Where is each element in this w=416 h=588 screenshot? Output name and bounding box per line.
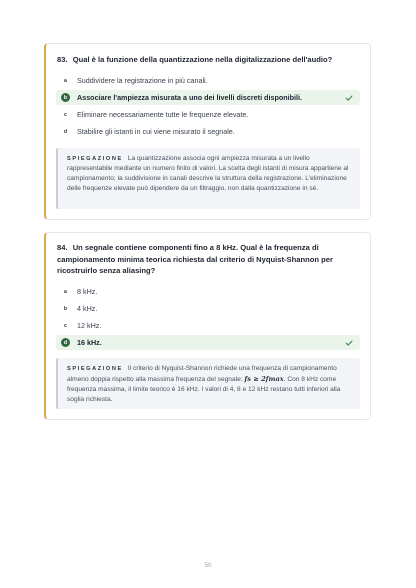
explanation-box	[56, 148, 360, 209]
question-card-84	[44, 232, 371, 420]
option-letter: b	[61, 93, 70, 102]
option-b-correct[interactable]	[56, 90, 360, 105]
option-text: 4 kHz.	[77, 304, 98, 313]
option-letter: b	[63, 305, 68, 312]
option-letter: c	[64, 111, 67, 118]
option-text: 12 kHz.	[77, 321, 102, 330]
option-c[interactable]	[56, 318, 360, 333]
question-number: 84.	[57, 243, 68, 252]
option-letter: d	[63, 128, 68, 135]
check-icon	[345, 90, 353, 105]
option-a[interactable]	[56, 284, 360, 299]
option-a[interactable]	[56, 73, 360, 88]
question-text: Qual è la funzione della quantizzazione nella digitalizzazione dell'audio?	[72, 55, 333, 64]
option-letter: c	[64, 322, 67, 329]
option-text: Stabilire gli istanti in cui viene misurato il segnale.	[77, 127, 235, 136]
option-text: 8 kHz.	[77, 287, 98, 296]
option-d[interactable]	[56, 124, 360, 139]
question-text: Un segnale contiene componenti fino a 8 kHz. Qual è la frequenza di campionamento minima teorica richiesta dal criterio di Nyquist-Shannon per ricostruirlo senza aliasing?	[57, 243, 333, 275]
option-text: Suddividere la registrazione in più canali.	[77, 76, 208, 85]
page-number: 50	[204, 562, 212, 569]
option-letter: d	[61, 338, 70, 347]
option-d-correct[interactable]	[56, 335, 360, 350]
question-card-83	[44, 43, 371, 220]
explanation-box	[56, 358, 360, 409]
option-text: Associare l'ampiezza misurata a uno dei livelli discreti disponibili.	[77, 93, 302, 102]
question-title	[57, 242, 360, 277]
explanation-label: SPIEGAZIONE	[67, 366, 123, 372]
option-text: Eliminare necessariamente tutte le frequenze elevate.	[77, 110, 249, 119]
question-number: 83.	[57, 55, 68, 64]
check-icon	[345, 335, 353, 350]
option-letter: a	[64, 77, 67, 84]
explanation-text: Il criterio di Nyquist-Shannon richiede una frequenza di campionamento almeno doppia rispetto alla massima frequenza del segnale:	[67, 365, 337, 383]
explanation-label: SPIEGAZIONE	[67, 156, 123, 162]
option-text: 16 kHz.	[77, 338, 102, 347]
option-letter: a	[64, 288, 67, 295]
question-title	[57, 54, 360, 66]
explanation-text: La quantizzazione associa ogni ampiezza misurata a un livello rappresentabile mediante un numero finito di valori. La scelta degli istanti di misura appartiene al campionamento; la suddivisione in canali descrive la struttura della registrazione. L'eliminazione delle frequenze elevate può dipendere da un filtraggio, non dalla quantizzazione in sé.	[67, 155, 349, 192]
explanation-text-continued: . Con 8 kHz come frequenza massima, il limite teorico è 16 kHz. I valori di 4, 8 e 12 kHz restano tutti inferiori alla soglia richiesta.	[67, 376, 341, 403]
nyquist-formula: fs ≥ 2fmax	[244, 375, 284, 383]
option-b[interactable]	[56, 301, 360, 316]
option-c[interactable]	[56, 107, 360, 122]
